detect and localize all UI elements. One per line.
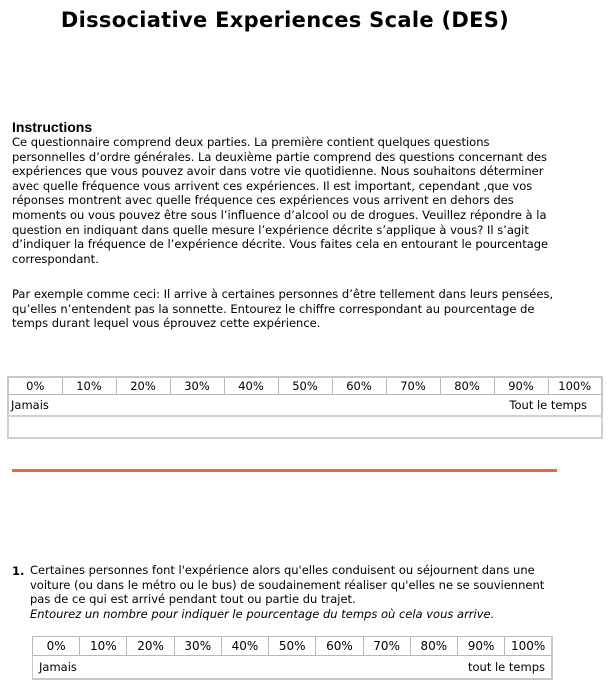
example-paragraph: Par exemple comme ceci: Il arrive à certaines personnes d’être tellement dans leurs pensées, qu’elles n’entendent pas la sonnette. Entourez le chiffre correspondant au pourcentage de temps durant lequel vous éprouvez cette expérience. — [12, 287, 554, 331]
example-option-0[interactable]: 0% — [8, 377, 62, 395]
example-right-label: Tout le temps — [332, 395, 602, 417]
example-scale-table — [7, 376, 603, 439]
q1-option-50[interactable]: 50% — [269, 637, 316, 656]
question1-label-row — [33, 656, 553, 680]
question1-percentage-row — [33, 637, 553, 656]
q1-option-10[interactable]: 10% — [80, 637, 127, 656]
question-number: 1. — [12, 564, 25, 578]
example-option-90[interactable]: 90% — [494, 377, 548, 395]
q1-right-label: tout le temps — [467, 660, 545, 674]
example-percentage-row — [8, 377, 602, 395]
example-option-50[interactable]: 50% — [278, 377, 332, 395]
example-option-30[interactable]: 30% — [170, 377, 224, 395]
example-option-70[interactable]: 70% — [386, 377, 440, 395]
question-text-block — [30, 563, 550, 621]
example-option-100[interactable]: 100% — [548, 377, 602, 395]
example-option-80[interactable]: 80% — [440, 377, 494, 395]
question-text: Certaines personnes font l'expérience alors qu'elles conduisent ou séjournent dans une voiture (ou dans le métro ou le bus) de soudainement réaliser qu'elles ne se souviennent pas de ce qui est arrivé pendant tout ou partie du trajet. — [30, 563, 545, 607]
example-option-40[interactable]: 40% — [224, 377, 278, 395]
q1-option-0[interactable]: 0% — [33, 637, 80, 656]
question-instruction: Entourez un nombre pour indiquer le pourcentage du temps où cela vous arrive. — [30, 606, 495, 621]
q1-option-60[interactable]: 60% — [316, 637, 363, 656]
instructions-heading: Instructions — [12, 119, 93, 135]
example-option-10[interactable]: 10% — [62, 377, 116, 395]
q1-option-70[interactable]: 70% — [363, 637, 410, 656]
q1-option-30[interactable]: 30% — [174, 637, 221, 656]
page-title: Dissociative Experiences Scale (DES) — [60, 8, 510, 32]
example-option-60[interactable]: 60% — [332, 377, 386, 395]
section-divider — [12, 469, 557, 472]
q1-left-label: Jamais — [39, 660, 77, 674]
q1-option-90[interactable]: 90% — [457, 637, 504, 656]
q1-option-80[interactable]: 80% — [410, 637, 457, 656]
example-option-20[interactable]: 20% — [116, 377, 170, 395]
instructions-paragraph: Ce questionnaire comprend deux parties. La première contient quelques questions personnelles d’ordre générales. La deuxième partie comprend des questions concernant des expériences que vous pouvez avoir dans votre vie quotidienne. Nous souhaitons déterminer avec quelle fréquence vous arrivent ces expériences. Il est important, cependant ,que vos réponses montrent avec quelle fréquence ces expériences vous arrivent en dehors des moments ou vous pouvez être sous l’influence d’alcool ou de drogues. Veuillez répondre à la question en indiquant dans quelle mesure l’expérience décrite s’applique à vous? Il s’agit d’indiquer la fréquence de l’expérience décrite. Vous faites cela en entourant le pourcentage correspondant. — [12, 135, 549, 266]
example-left-label: Jamais — [8, 395, 332, 417]
example-empty-cell — [8, 416, 602, 438]
question1-scale-table — [32, 636, 553, 680]
q1-option-40[interactable]: 40% — [221, 637, 268, 656]
q1-option-100[interactable]: 100% — [505, 637, 552, 656]
q1-option-20[interactable]: 20% — [127, 637, 174, 656]
example-empty-row — [8, 416, 602, 438]
example-label-row — [8, 395, 602, 417]
